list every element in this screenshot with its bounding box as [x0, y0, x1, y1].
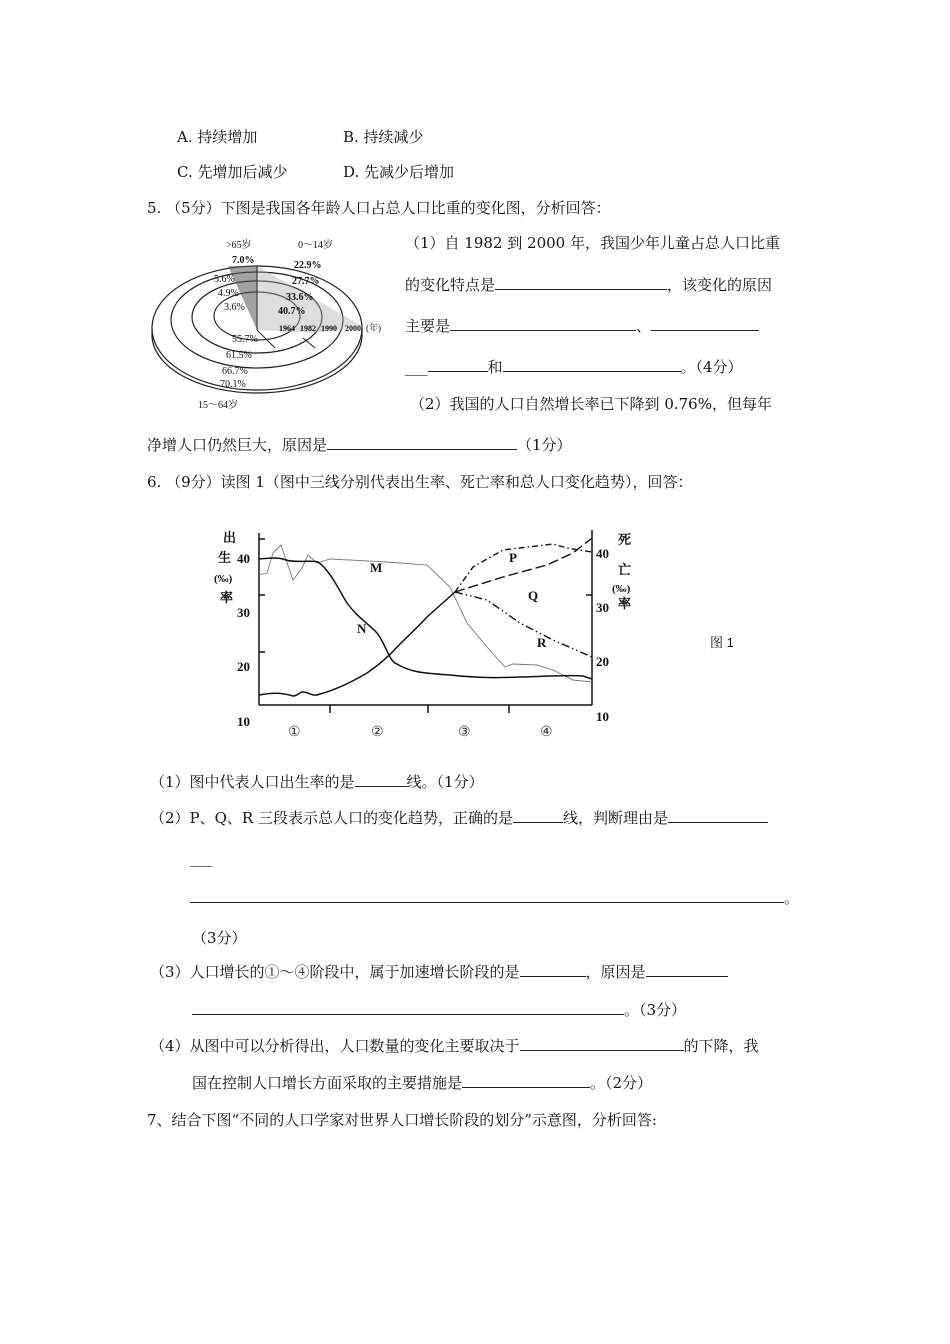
year-1964: 1964: [279, 324, 295, 333]
answer-blank[interactable]: [192, 1000, 624, 1015]
old-1982: 4.9%: [218, 288, 239, 299]
left-tick-20: 20: [237, 659, 250, 674]
work-1990: 66.7%: [222, 366, 248, 377]
line-r: [455, 592, 592, 657]
right-tick-30: 30: [596, 600, 609, 615]
work-1982: 61.5%: [226, 350, 252, 361]
work-2000: 70.1%: [220, 379, 246, 390]
label-n: N: [357, 621, 367, 636]
line-m-gray: [259, 545, 592, 682]
year-2000: 2000: [345, 324, 361, 333]
q6-s3: （3）人口增长的①～④阶段中，属于加速增长阶段的是 ，原因是: [150, 962, 728, 982]
q6-title: 6. （9分）读图 1（图中三线分别代表出生率、死亡率和总人口变化趋势），回答：: [147, 473, 693, 491]
left-tick-40: 40: [237, 551, 250, 566]
left-label-1: 出: [223, 530, 237, 545]
q5-title: 5. （5分）下图是我国各年龄人口占总人口比重的变化图，分析回答：: [147, 199, 611, 217]
q5-p1-line2: 的变化特点是 ，该变化的原因: [405, 276, 773, 294]
child-2000: 22.9%: [294, 260, 322, 271]
figure-caption: 图 1: [710, 635, 734, 650]
answer-blank[interactable]: [646, 962, 728, 977]
answer-blank[interactable]: [428, 357, 488, 372]
q6-s1: （1）图中代表人口出生率的是 线。（1分）: [150, 773, 484, 791]
q5-p1-line3: 主要是 、: [405, 316, 759, 336]
answer-blank[interactable]: [462, 1073, 590, 1088]
right-label-3: (‰): [612, 583, 631, 595]
answer-blank[interactable]: [450, 316, 636, 331]
q6-s2-cont: ___: [190, 849, 213, 867]
label-r: R: [537, 635, 547, 650]
label-age-work: 15～64岁: [198, 400, 238, 411]
option-b: B. 持续减少: [343, 128, 424, 146]
line-death-rising: [259, 592, 455, 696]
q6-s2-score: （3分）: [192, 929, 247, 947]
q6-s3-line: 。（3分）: [192, 1000, 686, 1020]
answer-blank[interactable]: [495, 275, 667, 290]
old-2000: 7.0%: [232, 255, 255, 266]
answer-blank[interactable]: [190, 888, 784, 903]
left-label-3: (‰): [214, 573, 233, 585]
right-tick-40: 40: [596, 546, 609, 561]
answer-blank[interactable]: [503, 357, 681, 372]
q5-p2-line2: 净增人口仍然巨大，原因是 （1分）: [147, 436, 572, 454]
answer-blank[interactable]: [520, 962, 586, 977]
line-q: [455, 538, 592, 592]
q6-s2: （2）P、Q、R 三段表示总人口的变化趋势，正确的是 线，判断理由是: [150, 808, 768, 828]
left-label-2: 生: [218, 550, 232, 565]
label-p: P: [509, 550, 517, 565]
q7-title: 7、结合下图“不同的人口学家对世界人口增长阶段的划分”示意图，分析回答:: [147, 1111, 657, 1129]
work-1964: 55.7%: [232, 334, 258, 345]
child-1964: 40.7%: [278, 306, 306, 317]
left-label-4: 率: [220, 590, 234, 605]
q5-p1-line4: ___ 和 。（4分）: [405, 358, 743, 376]
answer-blank[interactable]: [520, 1036, 684, 1051]
right-tick-10: 10: [596, 709, 609, 724]
left-tick-10: 10: [237, 714, 250, 729]
right-label-1: 死: [618, 532, 632, 547]
left-tick-30: 30: [237, 605, 250, 620]
q6-s4: （4）从图中可以分析得出，人口数量的变化主要取决于 的下降，我: [150, 1037, 759, 1055]
label-q: Q: [528, 588, 539, 603]
answer-blank[interactable]: [651, 316, 759, 331]
stage-4: ④: [540, 725, 553, 740]
right-tick-20: 20: [596, 654, 609, 669]
stage-2: ②: [371, 725, 384, 740]
label-age-child: 0～14岁: [298, 240, 333, 251]
year-unit: (年): [366, 323, 381, 333]
line-p: [455, 544, 592, 592]
stage-3: ③: [458, 725, 471, 740]
right-label-4: 率: [618, 596, 632, 611]
age-ring-diagram: [140, 230, 390, 415]
year-1982: 1982: [300, 324, 316, 333]
child-1990: 27.7%: [292, 276, 320, 287]
year-1990: 1990: [321, 324, 337, 333]
option-a: A. 持续增加: [177, 128, 258, 146]
old-1990: 5.6%: [214, 274, 235, 285]
old-1964: 3.6%: [224, 302, 245, 313]
answer-blank[interactable]: [327, 435, 517, 450]
q5-p1-line1: （1）自 1982 到 2000 年，我国少年儿童占总人口比重: [405, 234, 780, 252]
label-m: M: [370, 560, 383, 575]
q6-s4-cont: 国在控制人口增长方面采取的主要措施是 。（2分）: [192, 1074, 653, 1092]
q6-s2-line: 。: [190, 888, 799, 908]
option-c: C. 先增加后减少: [177, 163, 288, 181]
stage-1: ①: [288, 725, 301, 740]
child-1982: 33.6%: [286, 292, 314, 303]
population-figure-1: [214, 520, 640, 750]
answer-blank[interactable]: [668, 808, 768, 823]
answer-blank[interactable]: [355, 772, 407, 787]
q5-p2-line1: （2）我国的人口自然增长率已下降到 0.76%，但每年: [410, 395, 772, 413]
right-label-2: 亡: [618, 562, 632, 577]
answer-blank[interactable]: [513, 808, 563, 823]
label-age-old: >65岁: [226, 240, 252, 251]
option-d: D. 先减少后增加: [343, 163, 455, 181]
